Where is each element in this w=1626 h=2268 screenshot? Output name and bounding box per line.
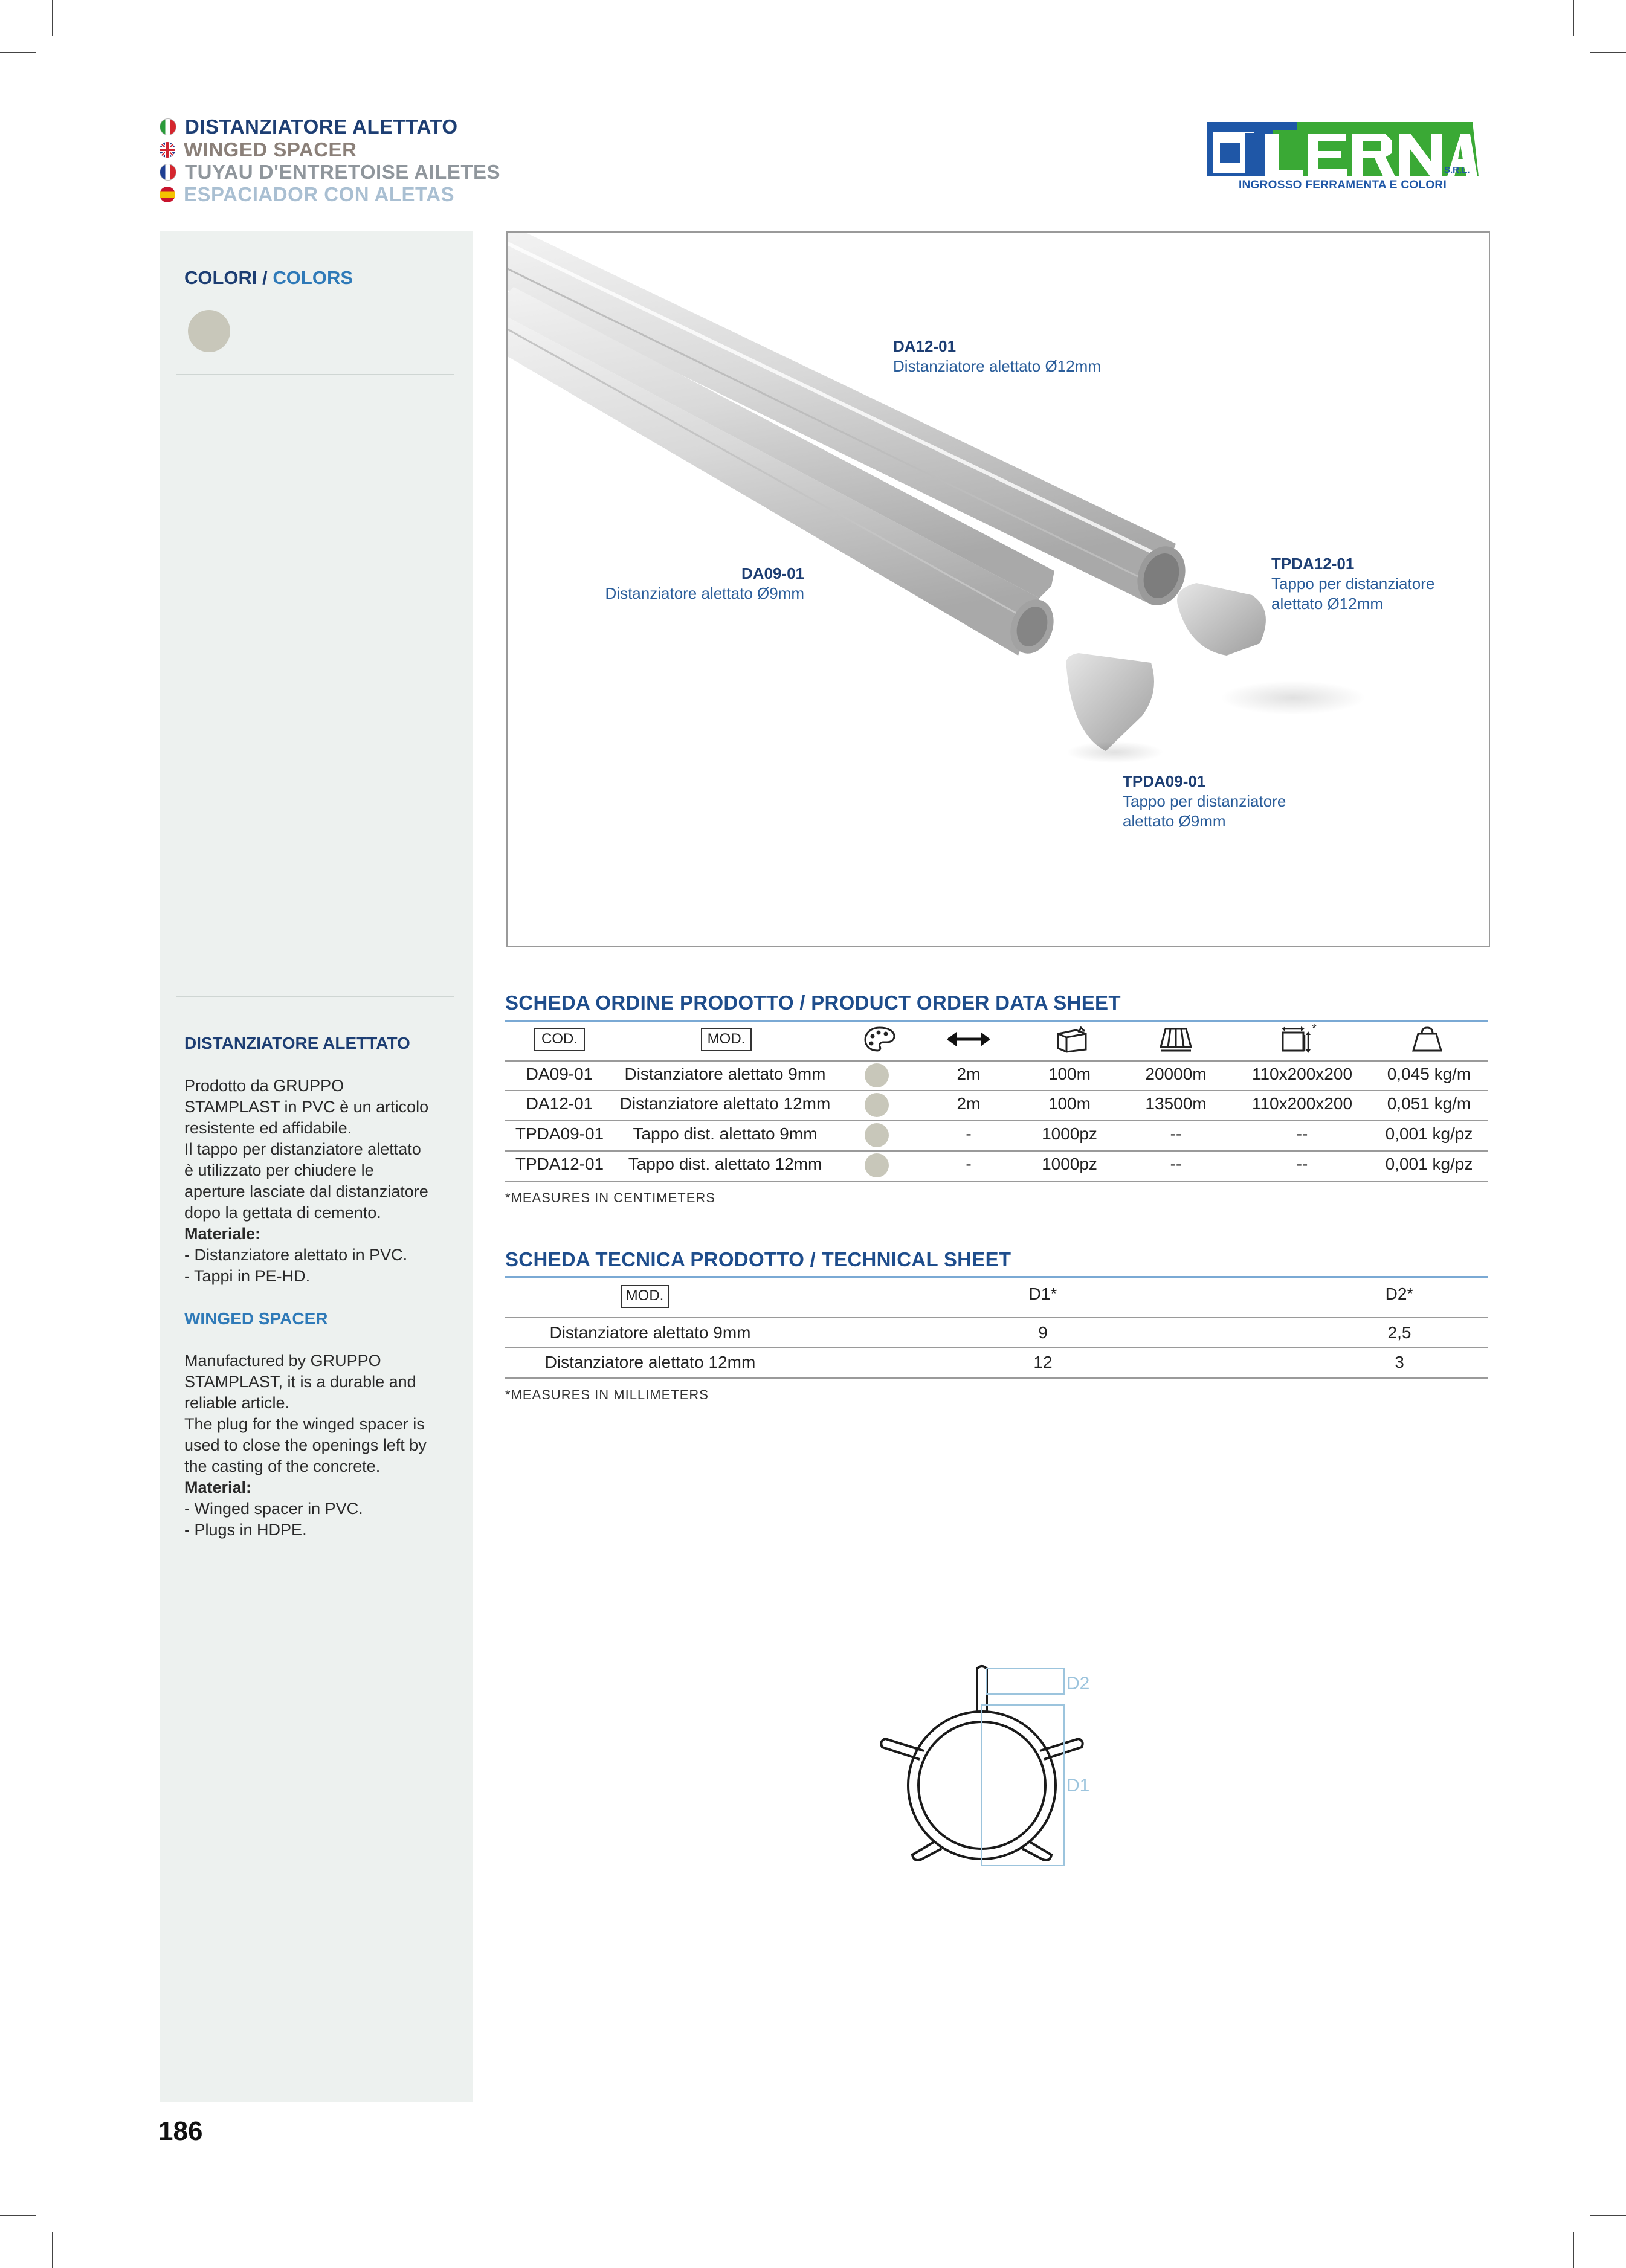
description-line: the casting of the concrete. — [184, 1457, 381, 1475]
description-line: STAMPLAST in PVC è un articolo — [184, 1098, 429, 1116]
description-en — [184, 1350, 462, 1541]
color-dot — [865, 1093, 889, 1117]
crop-mark — [1573, 2232, 1574, 2268]
callout-desc: alettato Ø12mm — [1271, 594, 1383, 613]
language-row-spanish — [160, 183, 454, 206]
order-sheet-rule — [505, 1020, 1488, 1022]
description-title-it: DISTANZIATORE ALETTATO — [184, 1034, 410, 1052]
callout-code: DA09-01 — [741, 564, 804, 582]
order-row-divider — [505, 1120, 1488, 1121]
callout-tpda12 — [1271, 554, 1434, 614]
dimensions-star: * — [1312, 1023, 1317, 1036]
box-icon — [1054, 1025, 1088, 1053]
page-number: 186 — [158, 2116, 203, 2146]
diagram-label-d2: D2 — [1066, 1674, 1090, 1693]
diagram-label-d1: D1 — [1066, 1776, 1090, 1796]
order-sheet-note: *MEASURES IN CENTIMETERS — [505, 1190, 715, 1205]
callout-desc: Distanziatore alettato Ø12mm — [893, 357, 1101, 375]
product-title-fr: TUYAU D'ENTRETOISE AILETES — [185, 161, 501, 183]
cell-weight: 0,051 kg/m — [1387, 1094, 1471, 1113]
order-header-mod: MOD. — [701, 1028, 752, 1051]
italy-flag-icon — [160, 118, 176, 135]
description-line: resistente ed affidabile. — [184, 1119, 352, 1137]
crop-mark — [1590, 2215, 1626, 2216]
description-line: Manufactured by GRUPPO — [184, 1351, 381, 1370]
callout-desc: alettato Ø9mm — [1123, 812, 1226, 830]
cell-cod: DA09-01 — [526, 1065, 593, 1083]
crop-mark — [1590, 52, 1626, 53]
uk-flag-icon — [160, 142, 175, 158]
color-dot — [865, 1153, 889, 1177]
callout-da09 — [605, 564, 804, 604]
dimensions-icon — [1280, 1023, 1319, 1054]
cell-length: 2m — [957, 1065, 981, 1083]
color-palette-icon — [863, 1025, 897, 1053]
product-title-it: DISTANZIATORE ALETTATO — [185, 115, 458, 138]
cell-dims: -- — [1296, 1124, 1308, 1143]
tech-cell-mod: Distanziatore alettato 12mm — [544, 1353, 756, 1371]
cell-mod: Tappo dist. alettato 9mm — [633, 1124, 818, 1143]
cell-box: 1000pz — [1042, 1155, 1097, 1173]
description-title-en: WINGED SPACER — [184, 1309, 328, 1328]
cell-cod: DA12-01 — [526, 1094, 593, 1113]
material-line: - Plugs in HDPE. — [184, 1521, 307, 1539]
tech-cell-mod: Distanziatore alettato 9mm — [549, 1323, 751, 1342]
length-arrow-icon — [944, 1029, 993, 1049]
order-header-cod: COD. — [534, 1028, 585, 1051]
tech-sheet-rule — [505, 1276, 1488, 1278]
cell-weight: 0,045 kg/m — [1387, 1065, 1471, 1083]
order-sheet-title: SCHEDA ORDINE PRODOTTO / PRODUCT ORDER DATA SHEET — [505, 991, 1121, 1014]
cell-cod: TPDA12-01 — [515, 1155, 604, 1173]
cell-weight: 0,001 kg/pz — [1385, 1124, 1473, 1143]
spain-flag-icon — [160, 187, 175, 202]
colors-heading: COLORI / COLORS — [184, 267, 353, 288]
tech-header-mod: MOD. — [621, 1285, 669, 1308]
crop-mark — [1573, 0, 1574, 36]
callout-code: TPDA12-01 — [1271, 555, 1355, 573]
pallet-icon — [1158, 1025, 1193, 1052]
crop-mark — [52, 0, 53, 36]
language-row-italian — [160, 115, 458, 138]
tech-sheet-title: SCHEDA TECNICA PRODOTTO / TECHNICAL SHEET — [505, 1248, 1011, 1271]
description-line: reliable article. — [184, 1394, 290, 1412]
callout-desc: Distanziatore alettato Ø9mm — [605, 584, 804, 602]
logo-srl: S.R.L. — [1444, 165, 1470, 175]
cell-dims: -- — [1296, 1155, 1308, 1173]
description-line: Il tappo per distanziatore alettato — [184, 1140, 421, 1158]
callout-tpda09 — [1123, 772, 1286, 831]
description-line: dopo la gettata di cemento. — [184, 1203, 381, 1222]
cell-pallet: 13500m — [1145, 1094, 1207, 1113]
product-title-es: ESPACIADOR CON ALETAS — [184, 183, 455, 205]
tech-header-d1: D1* — [1028, 1284, 1057, 1303]
description-line: STAMPLAST, it is a durable and — [184, 1373, 416, 1391]
sidebar-divider — [176, 374, 454, 375]
language-row-english — [160, 138, 356, 161]
color-swatch — [188, 310, 230, 352]
tech-cell-d2: 3 — [1395, 1353, 1404, 1371]
tech-cell-d1: 12 — [1033, 1353, 1053, 1371]
order-row-divider — [505, 1181, 1488, 1182]
weight-icon — [1411, 1025, 1444, 1053]
cell-mod: Distanziatore alettato 12mm — [619, 1094, 831, 1113]
material-label: Materiale: — [184, 1225, 261, 1243]
callout-desc: Tappo per distanziatore — [1123, 792, 1286, 810]
crop-mark — [0, 2215, 36, 2216]
tech-header-d2: D2* — [1385, 1284, 1414, 1303]
cell-pallet: -- — [1170, 1124, 1182, 1143]
cell-pallet: -- — [1170, 1155, 1182, 1173]
cell-pallet: 20000m — [1145, 1065, 1207, 1083]
cell-box: 100m — [1048, 1065, 1091, 1083]
cell-mod: Tappo dist. alettato 12mm — [628, 1155, 822, 1173]
cell-dims: 110x200x200 — [1251, 1065, 1353, 1083]
color-dot — [865, 1063, 889, 1087]
tech-sheet-note: *MEASURES IN MILLIMETERS — [505, 1387, 709, 1402]
color-dot — [865, 1123, 889, 1147]
france-flag-icon — [160, 164, 176, 181]
description-line: The plug for the winged spacer is — [184, 1415, 425, 1433]
callout-code: DA12-01 — [893, 337, 957, 355]
material-line: - Distanziatore alettato in PVC. — [184, 1246, 408, 1264]
cell-length: - — [966, 1124, 972, 1143]
cell-length: - — [966, 1155, 972, 1173]
cell-box: 1000pz — [1042, 1124, 1097, 1143]
crop-mark — [0, 52, 36, 53]
description-line: è utilizzato per chiudere le — [184, 1161, 374, 1179]
colors-heading-it: COLORI — [184, 267, 257, 288]
tech-cell-d2: 2,5 — [1387, 1323, 1411, 1342]
cell-dims: 110x200x200 — [1251, 1094, 1353, 1113]
callout-desc: Tappo per distanziatore — [1271, 575, 1435, 593]
logo-tagline: INGROSSO FERRAMENTA E COLORI — [1238, 179, 1447, 192]
product-title-en: WINGED SPACER — [184, 138, 357, 161]
cross-section-diagram — [870, 1655, 1148, 1885]
language-row-french — [160, 161, 500, 184]
cell-weight: 0,001 kg/pz — [1385, 1155, 1473, 1173]
order-header-divider — [505, 1060, 1488, 1062]
cell-length: 2m — [957, 1094, 981, 1113]
tech-header-divider — [505, 1317, 1488, 1318]
description-line: aperture lasciate dal distanziatore — [184, 1182, 428, 1200]
order-row-divider — [505, 1150, 1488, 1152]
colors-heading-en: COLORS — [273, 267, 353, 288]
callout-da12 — [893, 337, 1101, 376]
cell-cod: TPDA09-01 — [515, 1124, 604, 1143]
crop-mark — [52, 2232, 53, 2268]
material-label: Material: — [184, 1478, 252, 1496]
order-row-divider — [505, 1090, 1488, 1091]
cell-mod: Distanziatore alettato 9mm — [624, 1065, 826, 1083]
sidebar-divider — [176, 996, 454, 997]
tech-row-divider — [505, 1377, 1488, 1379]
material-line: - Winged spacer in PVC. — [184, 1500, 363, 1518]
material-line: - Tappi in PE-HD. — [184, 1267, 311, 1285]
tech-row-divider — [505, 1347, 1488, 1348]
description-it — [184, 1075, 462, 1287]
tech-cell-d1: 9 — [1038, 1323, 1048, 1342]
callout-code: TPDA09-01 — [1123, 772, 1206, 790]
description-line: Prodotto da GRUPPO — [184, 1077, 344, 1095]
cell-box: 100m — [1048, 1094, 1091, 1113]
description-line: used to close the openings left by — [184, 1436, 427, 1454]
